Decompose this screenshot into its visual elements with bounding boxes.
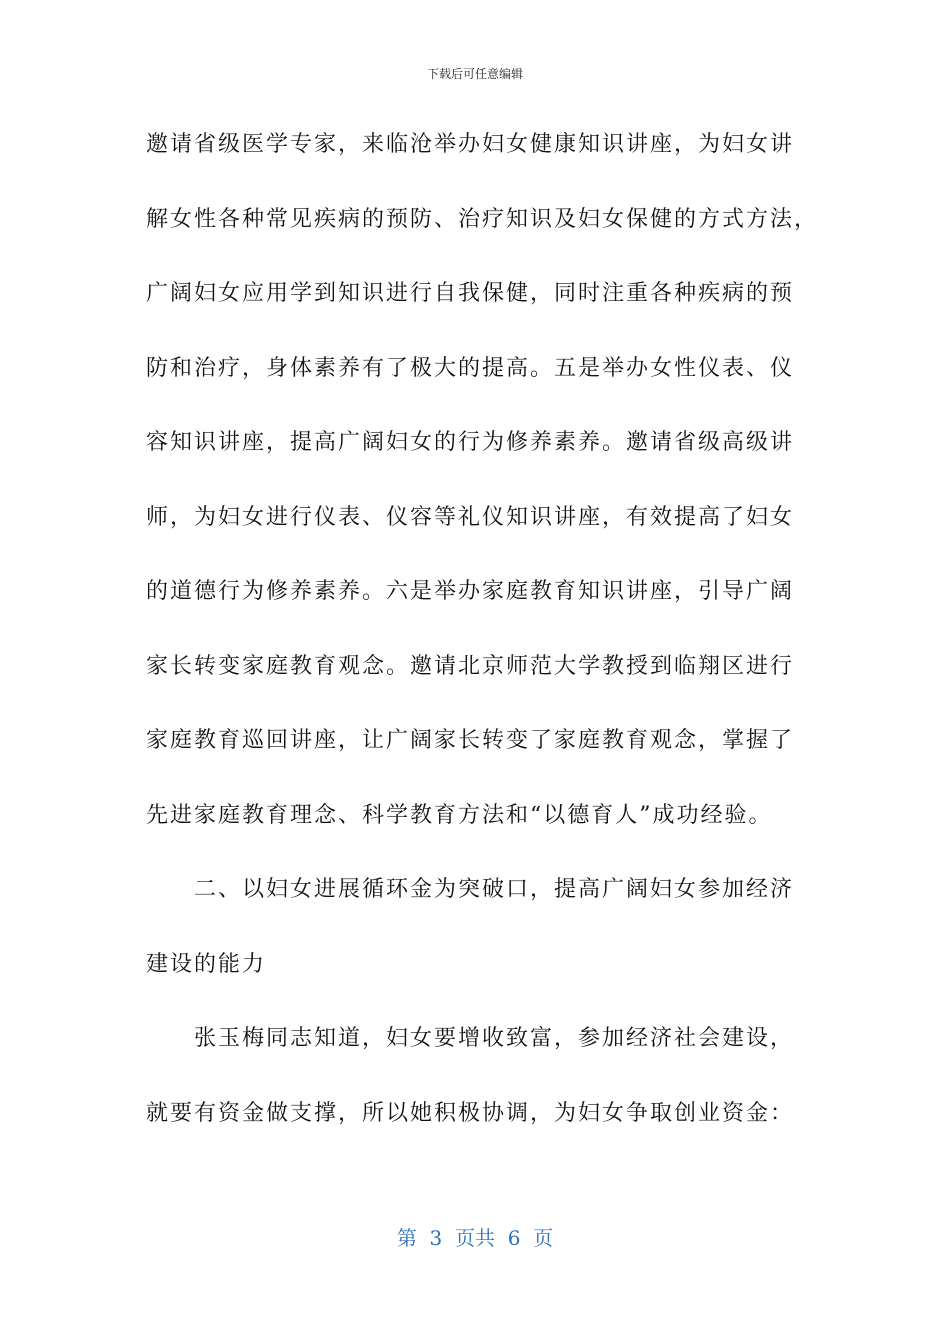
paragraph-line: 师，为妇女进行仪表、仪容等礼仪知识讲座，有效提高了妇女: [146, 504, 795, 530]
page-header: 下载后可任意编辑: [426, 67, 523, 81]
paragraph-line: 张玉梅同志知道，妇女要增收致富，参加经济社会建设，: [194, 1026, 795, 1051]
paragraph-line: 解女性各种常见疾病的预防、治疗知识及妇女保健的方式方法，: [146, 206, 819, 232]
paragraph-line: 先进家庭教育理念、科学教育方法和“以德育人”成功经验。: [146, 802, 773, 828]
paragraph-line: 容知识讲座，提高广阔妇女的行为修养素养。邀请省级高级讲: [146, 430, 795, 455]
section-heading-line: 二、以妇女进展循环金为突破口，提高广阔妇女参加经济: [194, 877, 795, 902]
paragraph-line: 广阔妇女应用学到知识进行自我保健，同时注重各种疾病的预: [146, 281, 795, 306]
paragraph-line: 防和治疗，身体素养有了极大的提高。五是举办女性仪表、仪: [146, 355, 795, 381]
body-text: [146, 123, 819, 1166]
paragraph-line: 的道德行为修养素养。六是举办家庭教育知识讲座，引导广阔: [146, 579, 795, 604]
paragraph-line: 就要有资金做支撑，所以她积极协调，为妇女争取创业资金：: [146, 1100, 795, 1126]
page-number-footer: 第 3 页共 6 页: [396, 1226, 554, 1250]
paragraph-line: 家庭教育巡回讲座，让广阔家长转变了家庭教育观念，掌握了: [146, 728, 795, 753]
paragraph-line: 家长转变家庭教育观念。邀请北京师范大学教授到临翔区进行: [146, 653, 795, 679]
section-heading-line: 建设的能力: [146, 951, 267, 977]
paragraph-line: 邀请省级医学专家，来临沧举办妇女健康知识讲座，为妇女讲: [146, 132, 795, 157]
